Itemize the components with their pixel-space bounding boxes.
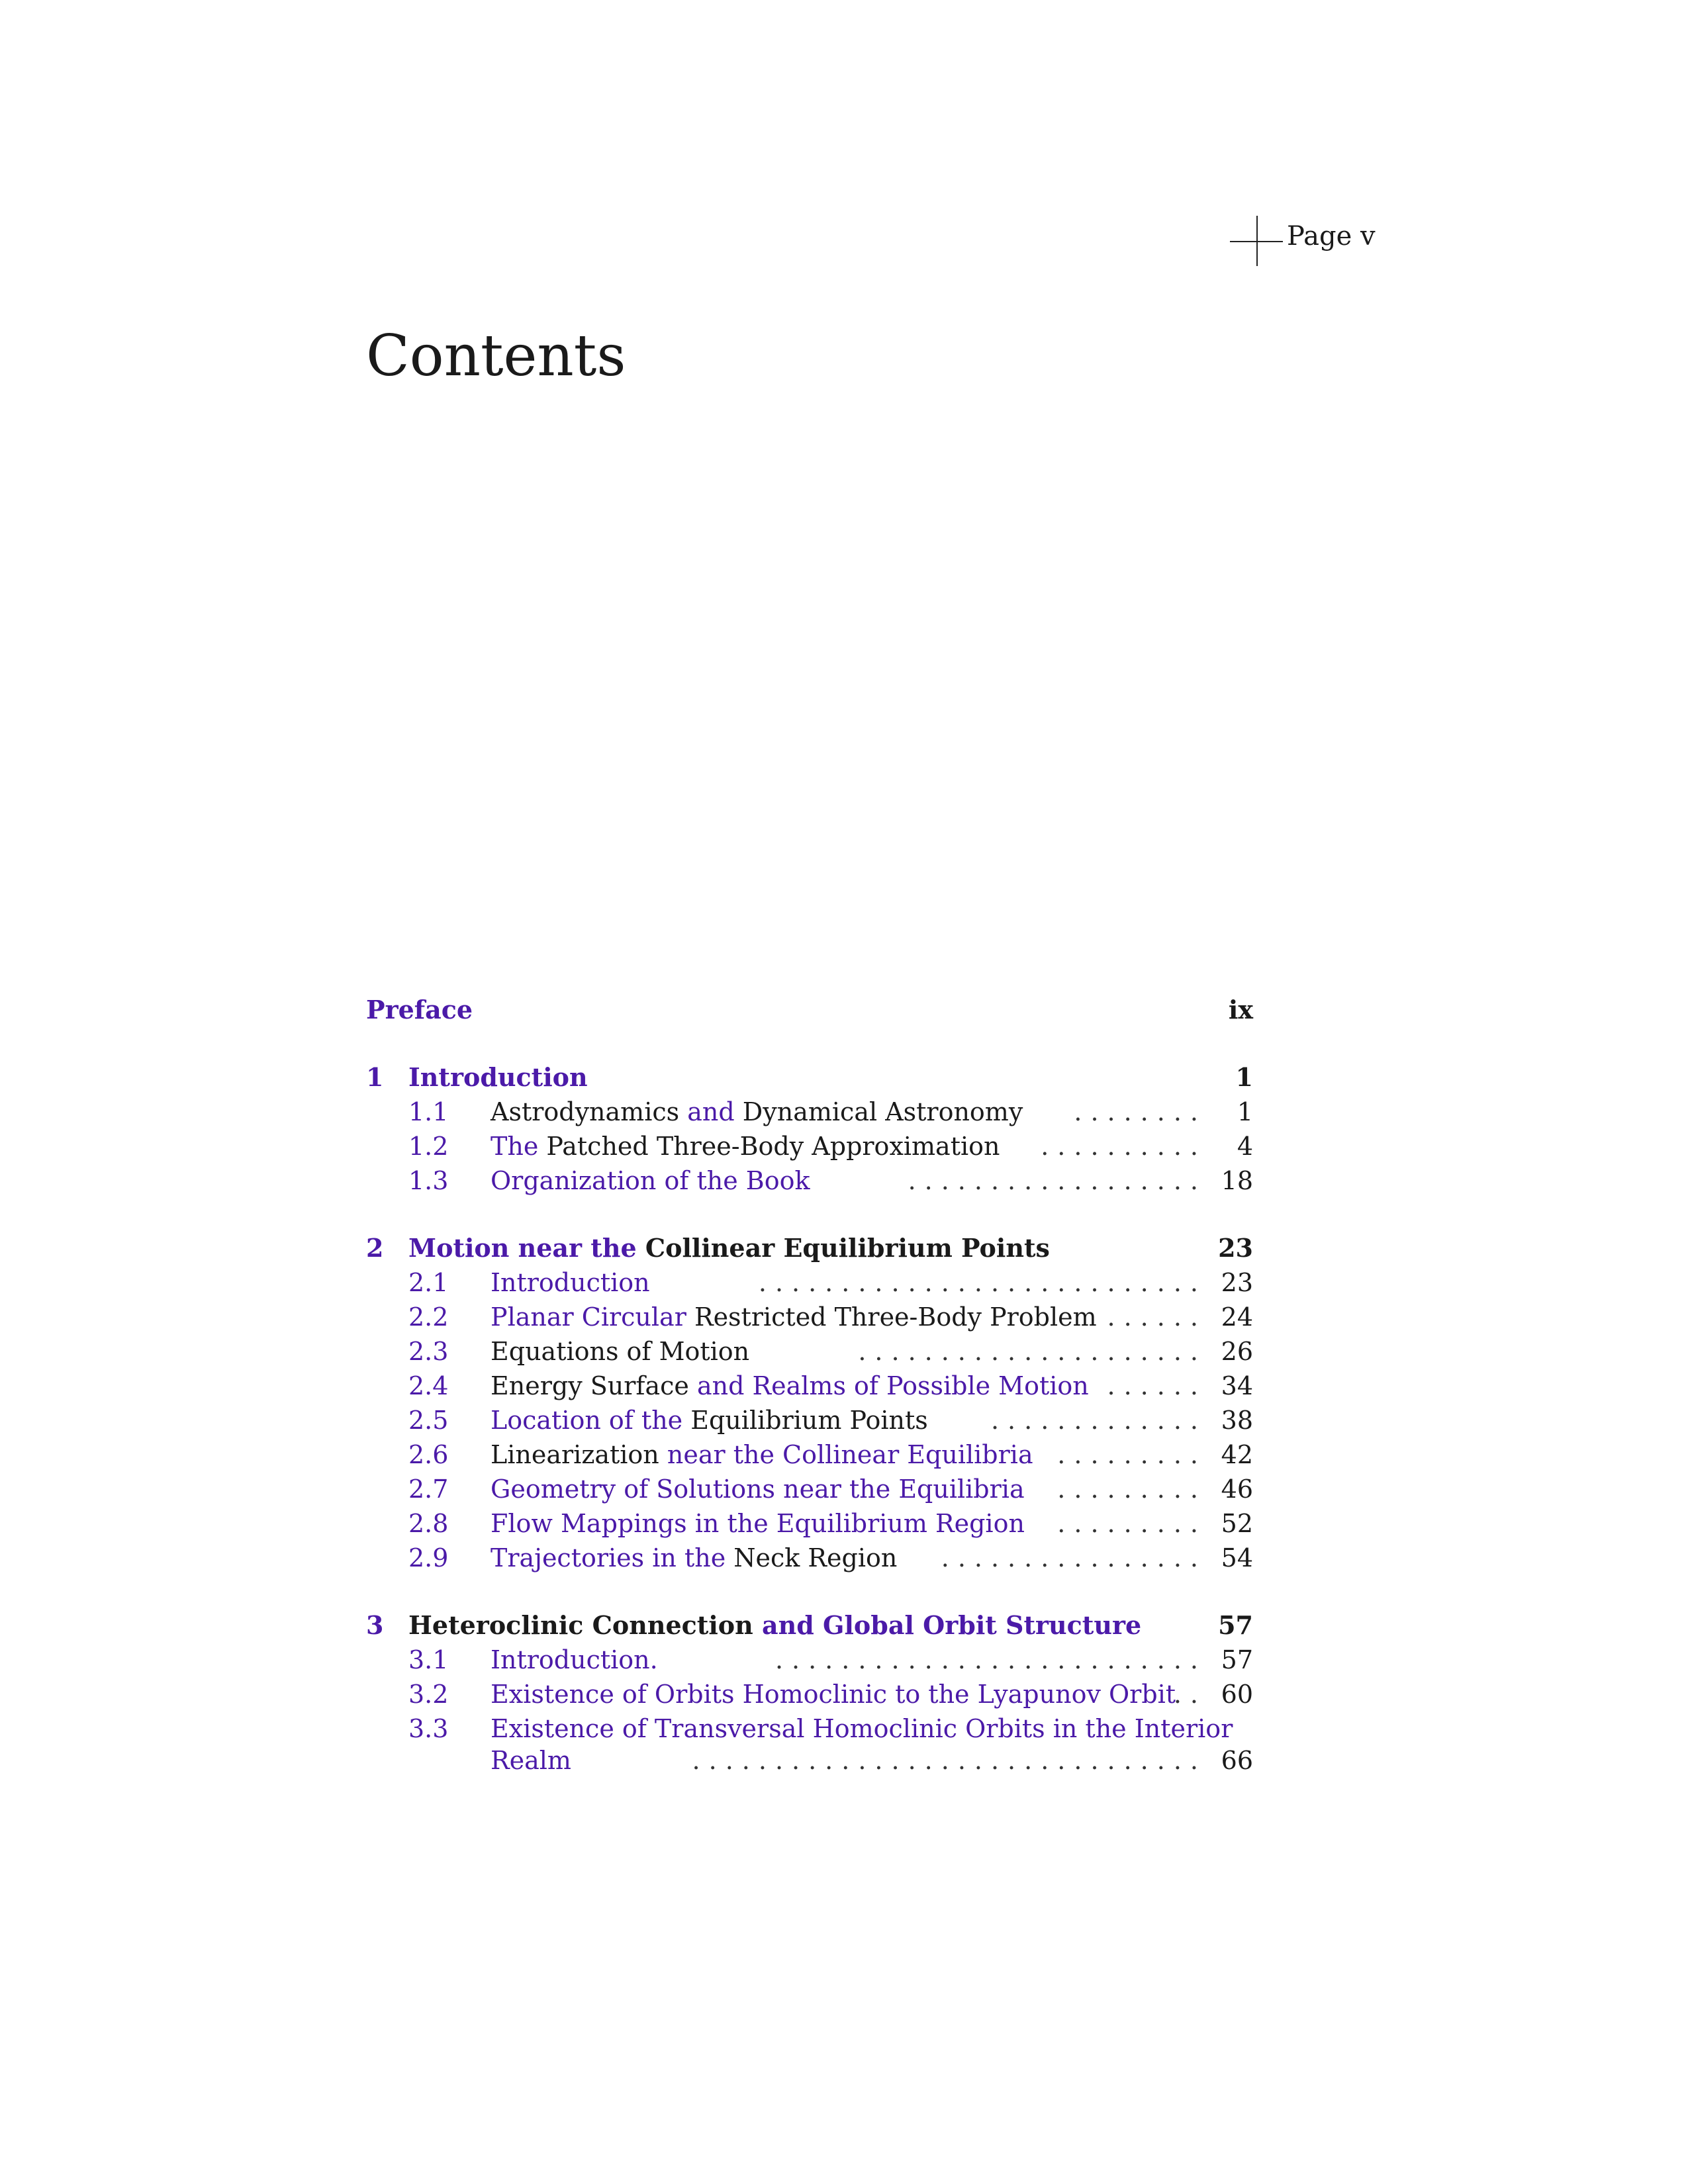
dot-leader: .........	[1057, 1440, 1207, 1469]
toc-page: 60	[1221, 1680, 1253, 1709]
dot-leader: ..	[1173, 1680, 1207, 1709]
toc-section-2-7[interactable]	[366, 1472, 1253, 1506]
section-title[interactable]: Existence of Transversal Homoclinic Orbits in the Interior	[491, 1714, 1233, 1743]
toc-page: 24	[1221, 1302, 1253, 1332]
section-number: 2.8	[408, 1509, 449, 1538]
toc-section-2-2[interactable]	[366, 1300, 1253, 1334]
chapter-title[interactable]: Introduction	[408, 1062, 588, 1092]
section-title[interactable]: Existence of Orbits Homoclinic to the Lyapunov Orbit	[491, 1680, 1176, 1709]
section-number: 2.9	[408, 1543, 449, 1572]
section-number: 1.2	[408, 1132, 449, 1161]
section-number: 2.7	[408, 1475, 449, 1504]
toc-chapter-1[interactable]	[366, 1060, 1253, 1095]
dot-leader: ......	[1107, 1302, 1207, 1332]
section-title[interactable]: Organization of the Book	[491, 1166, 810, 1195]
toc-page: 52	[1221, 1509, 1253, 1538]
section-title[interactable]: Trajectories in the Neck Region	[491, 1543, 898, 1572]
dot-leader: .............	[990, 1406, 1207, 1435]
toc-page: 46	[1221, 1475, 1253, 1504]
page-title: Contents	[366, 322, 626, 389]
toc-section-3-1[interactable]	[366, 1643, 1253, 1677]
dot-leader: ..........	[1041, 1132, 1207, 1161]
toc-page: 23	[1221, 1268, 1253, 1297]
section-title[interactable]: Astrodynamics and Dynamical Astronomy	[491, 1097, 1023, 1126]
toc-section-1-2[interactable]	[366, 1129, 1253, 1163]
section-title[interactable]: Equations of Motion	[491, 1337, 750, 1366]
section-number: 3.2	[408, 1680, 449, 1709]
toc-page: 26	[1221, 1337, 1253, 1366]
dot-leader: ................	[941, 1543, 1207, 1572]
dot-leader: ........	[1074, 1097, 1207, 1126]
dot-leader: ...............................	[692, 1746, 1207, 1775]
section-number: 1.3	[408, 1166, 449, 1195]
toc-section-3-3[interactable]	[366, 1711, 1253, 1746]
section-number: 3.1	[408, 1645, 449, 1674]
toc-entry-preface[interactable]	[366, 993, 1253, 1027]
dot-leader: .........	[1057, 1475, 1207, 1504]
chapter-number: 1	[366, 1062, 384, 1092]
toc-section-3-3-continued[interactable]	[366, 1743, 1253, 1778]
dot-leader: .........	[1057, 1509, 1207, 1538]
toc-page: 54	[1221, 1543, 1253, 1572]
toc-section-2-3[interactable]	[366, 1334, 1253, 1369]
toc-page: 42	[1221, 1440, 1253, 1469]
toc-page: 57	[1218, 1610, 1253, 1640]
chapter-number: 2	[366, 1233, 384, 1263]
toc-section-2-4[interactable]	[366, 1369, 1253, 1403]
section-title[interactable]: Introduction	[491, 1268, 650, 1297]
chapter-title[interactable]: Heteroclinic Connection and Global Orbit Structure	[408, 1610, 1142, 1640]
toc-section-1-3[interactable]	[366, 1163, 1253, 1198]
toc-section-2-6[interactable]	[366, 1437, 1253, 1472]
section-title[interactable]: Introduction.	[491, 1645, 658, 1674]
dot-leader: .....................	[858, 1337, 1207, 1366]
section-title[interactable]: Location of the Equilibrium Points	[491, 1406, 928, 1435]
section-number: 3.3	[408, 1714, 449, 1743]
section-title[interactable]: Energy Surface and Realms of Possible Motion	[491, 1371, 1089, 1400]
section-title[interactable]: Geometry of Solutions near the Equilibria	[491, 1475, 1025, 1504]
toc-chapter-3[interactable]	[366, 1608, 1253, 1643]
section-title[interactable]: The Patched Three-Body Approximation	[491, 1132, 1000, 1161]
toc-page: 18	[1221, 1166, 1253, 1195]
toc-section-3-2[interactable]	[366, 1677, 1253, 1711]
toc-page: 66	[1221, 1746, 1253, 1775]
section-title[interactable]: Flow Mappings in the Equilibrium Region	[491, 1509, 1025, 1538]
toc-page: 1	[1235, 1062, 1253, 1092]
dot-leader: ......	[1107, 1371, 1207, 1400]
dot-leader: ..........................	[774, 1645, 1207, 1674]
chapter-title[interactable]: Motion near the Collinear Equilibrium Points	[408, 1233, 1050, 1263]
toc-section-2-8[interactable]	[366, 1506, 1253, 1541]
toc-chapter-2[interactable]	[366, 1231, 1253, 1265]
crop-mark-vertical	[1256, 216, 1258, 266]
section-number: 2.2	[408, 1302, 449, 1332]
toc-page: 34	[1221, 1371, 1253, 1400]
section-title-continued[interactable]: Realm	[491, 1746, 571, 1775]
section-number: 2.4	[408, 1371, 449, 1400]
section-number: 2.6	[408, 1440, 449, 1469]
dot-leader: ..................	[908, 1166, 1207, 1195]
section-number: 2.3	[408, 1337, 449, 1366]
page-number-label: Page v	[1287, 221, 1376, 251]
toc-title[interactable]: Preface	[366, 995, 473, 1024]
toc-section-2-9[interactable]	[366, 1541, 1253, 1575]
chapter-number: 3	[366, 1610, 384, 1640]
section-number: 1.1	[408, 1097, 449, 1126]
toc-page: 38	[1221, 1406, 1253, 1435]
section-number: 2.5	[408, 1406, 449, 1435]
page-marker	[1230, 213, 1376, 266]
toc-page: 57	[1221, 1645, 1253, 1674]
toc-page: 1	[1237, 1097, 1253, 1126]
toc-page: ix	[1228, 995, 1253, 1024]
section-title[interactable]: Linearization near the Collinear Equilibria	[491, 1440, 1033, 1469]
toc-section-2-1[interactable]	[366, 1265, 1253, 1300]
toc-page: 4	[1237, 1132, 1253, 1161]
toc-section-2-5[interactable]	[366, 1403, 1253, 1437]
toc-page: 23	[1218, 1233, 1253, 1263]
dot-leader: ...........................	[758, 1268, 1207, 1297]
section-number: 2.1	[408, 1268, 449, 1297]
toc-section-1-1[interactable]	[366, 1095, 1253, 1129]
section-title[interactable]: Planar Circular Restricted Three-Body Problem	[491, 1302, 1097, 1332]
